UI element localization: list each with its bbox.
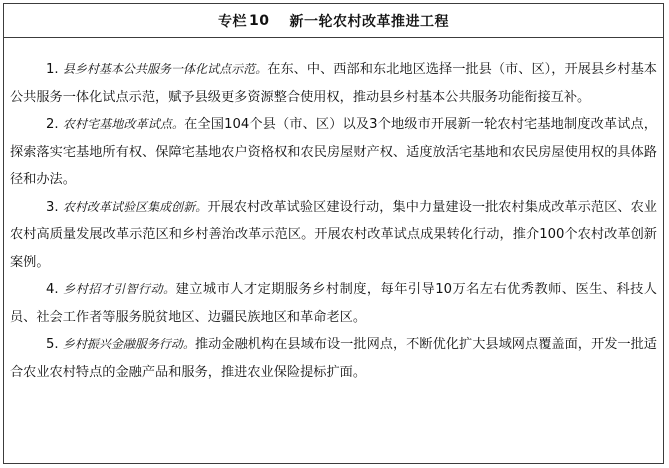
item-keyword: 农村改革试验区集成创新。 — [62, 199, 208, 214]
item-body: 推动金融机构在县域布设一批网点，不断优化扩大县域网点覆盖面，开发一批适合农业农村特点的金融产品和服务，推进农业保险提标扩面。 — [10, 337, 657, 380]
column-content — [4, 38, 663, 386]
item-number: 5. — [46, 337, 59, 352]
column-prefix: 专栏 — [218, 13, 247, 30]
item-keyword: 乡村振兴金融服务行动。 — [62, 337, 195, 351]
item-keyword: 农村宅基地改革试点。 — [62, 117, 185, 131]
list-item — [10, 56, 657, 111]
item-body: 开展农村改革试验区建设行动，集中力量建设一批农村集成改革示范区、农业农村高质量发展改革示范区和乡村善治改革示范区。开展农村改革试点成果转化行动，推介100个农村改革创新案例。 — [10, 199, 657, 270]
item-number: 1. — [46, 62, 59, 77]
list-item — [10, 111, 657, 194]
column-number: 10 — [249, 12, 270, 29]
item-number: 3. — [46, 199, 59, 215]
item-body: 在东、中、西部和东北地区选择一批县（市、区），开展县乡村基本公共服务一体化试点示范，赋予县级更多资源整合使用权，推动县乡村基本公共服务功能衔接互补。 — [10, 62, 657, 105]
item-keyword: 乡村招才引智行动。 — [63, 282, 176, 296]
list-item — [10, 276, 657, 331]
item-number: 2. — [46, 117, 59, 132]
item-body: 在全国104个县（市、区）以及3个地级市开展新一轮农村宅基地制度改革试点，探索落实宅基地所有权、保障宅基地农户资格权和农民房屋财产权、适度放活宅基地和农民房屋使用权的具体路径和办法。 — [10, 117, 657, 187]
column-box — [3, 3, 664, 464]
item-keyword: 县乡村基本公共服务一体化试点示范。 — [62, 62, 268, 76]
item-body: 建立城市人才定期服务乡村制度，每年引导10万名左右优秀教师、医生、科技人员、社会工作者等服务脱贫地区、边疆民族地区和革命老区。 — [10, 282, 657, 325]
item-number: 4. — [46, 282, 59, 297]
list-item — [10, 194, 657, 277]
list-item — [10, 331, 657, 386]
column-header — [4, 4, 663, 38]
column-title: 新一轮农村改革推进工程 — [289, 13, 449, 30]
